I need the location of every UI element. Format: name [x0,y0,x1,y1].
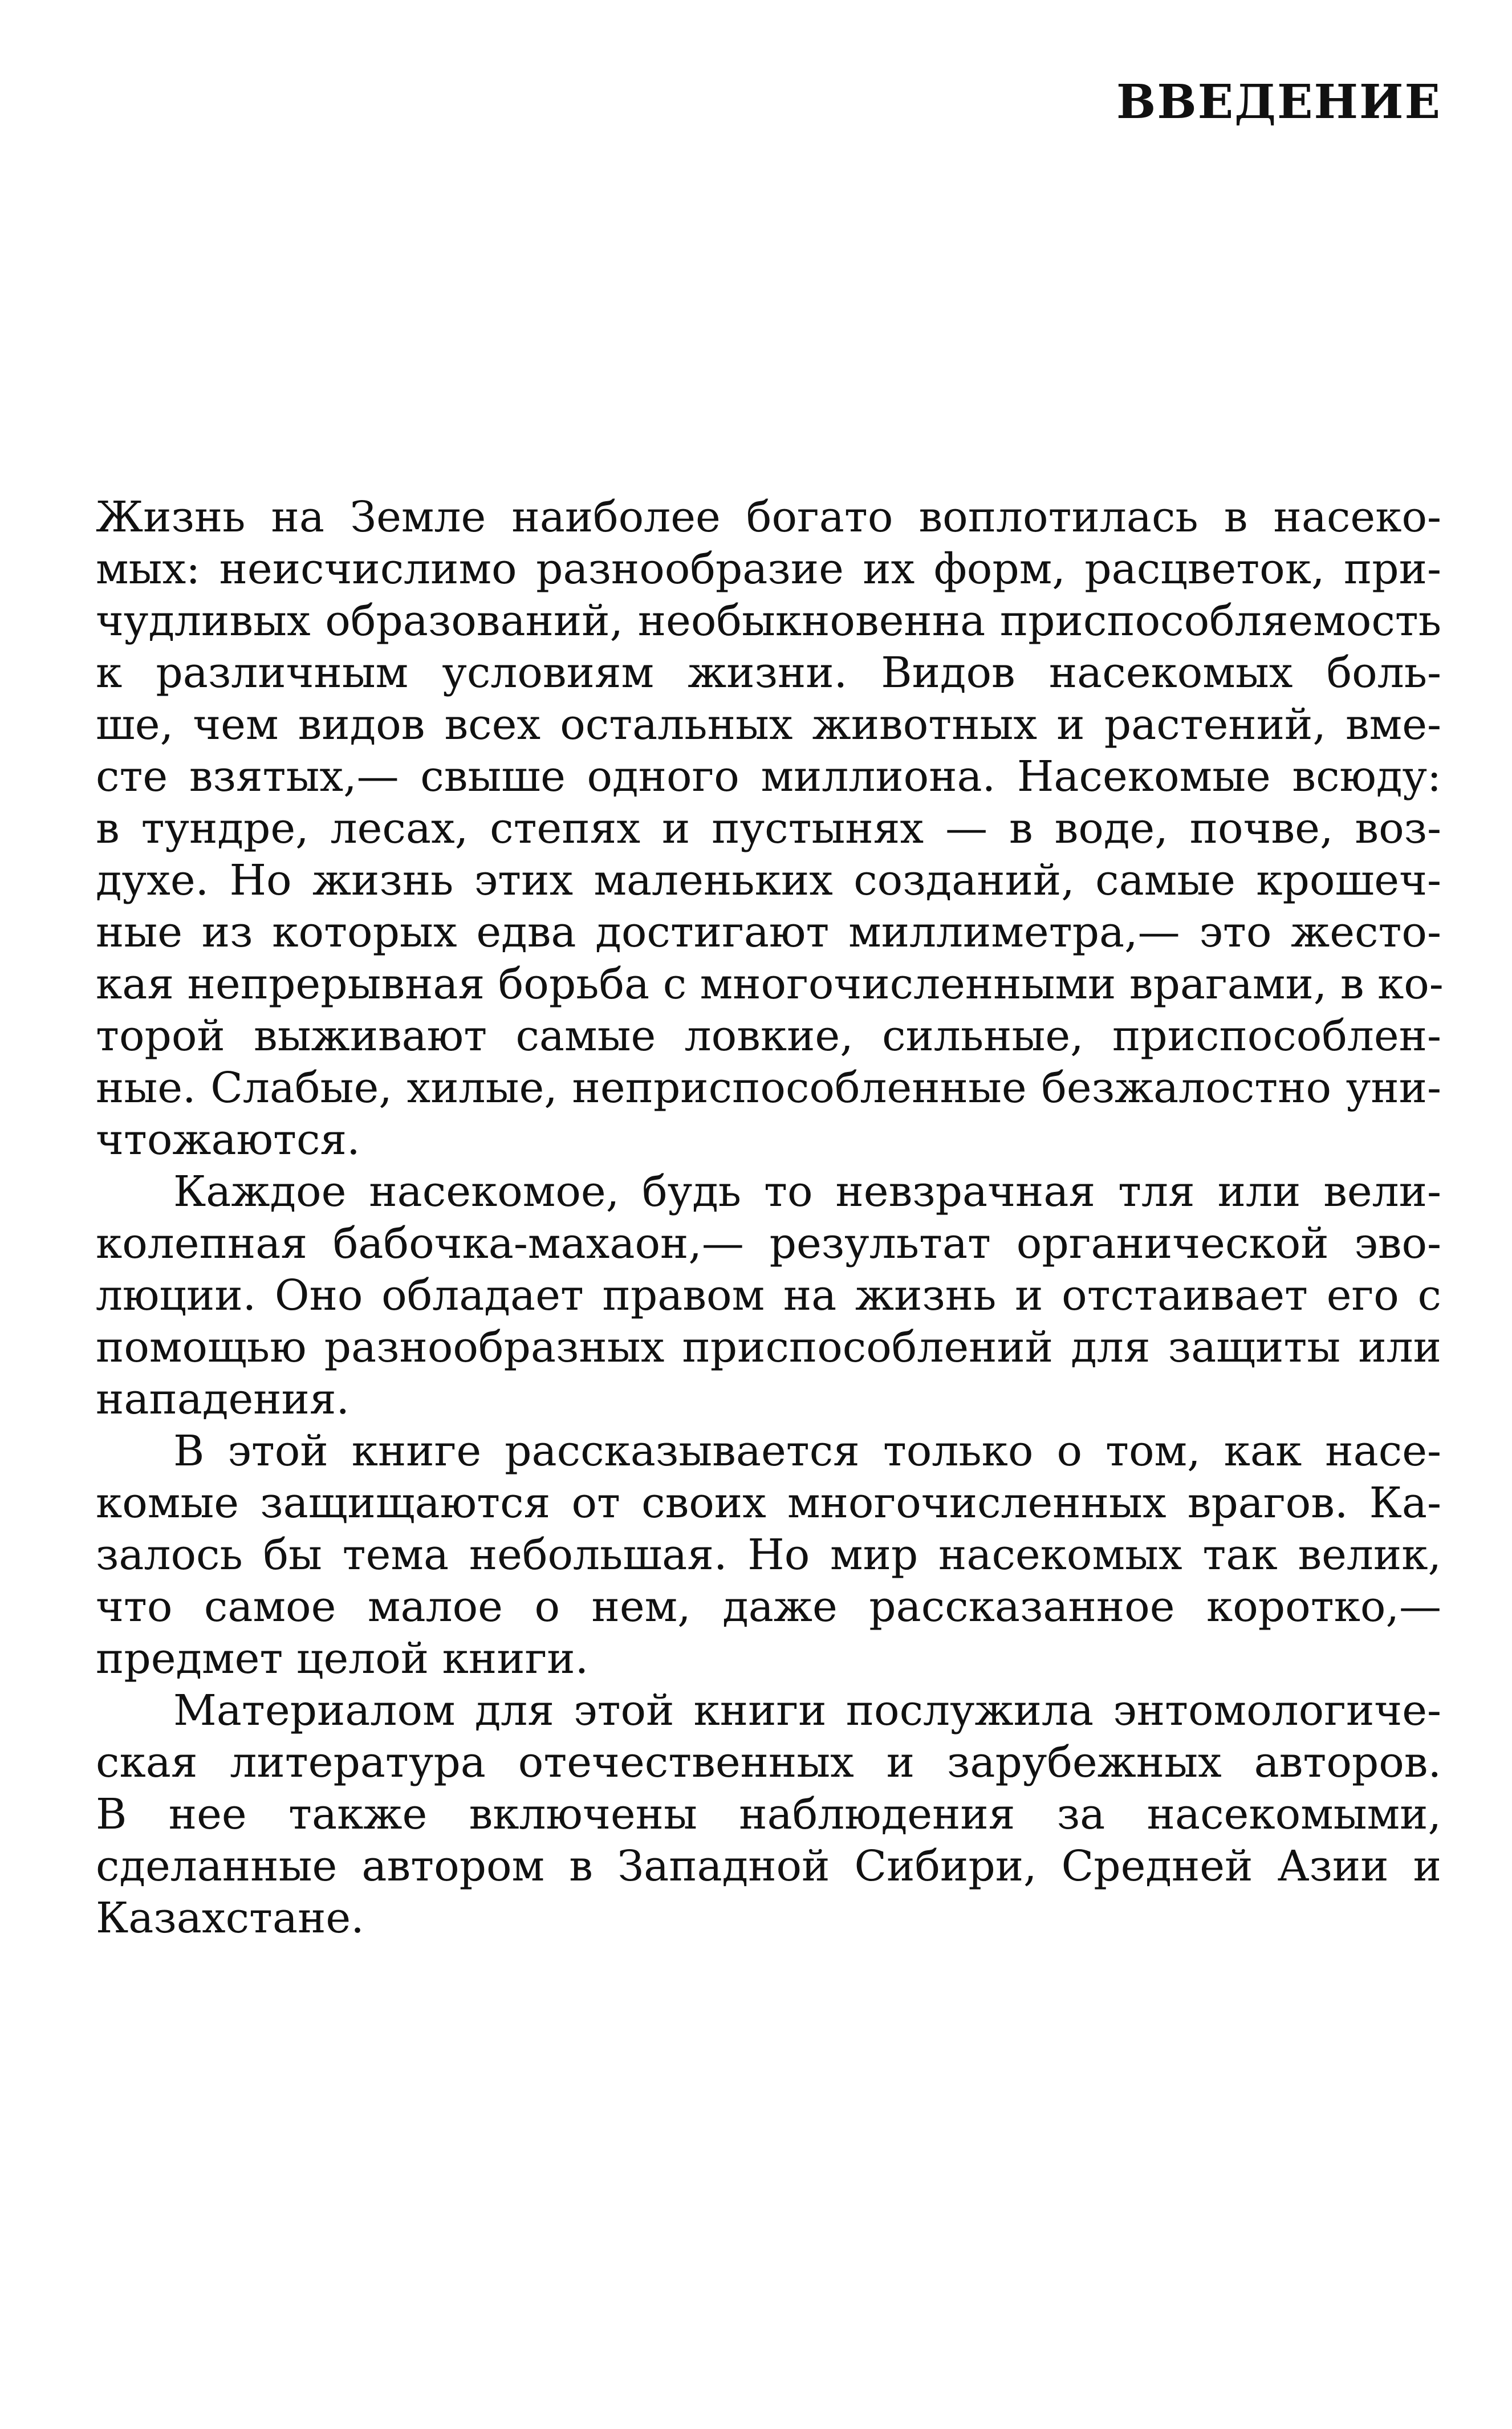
text-line: что самое малое о нем, даже рассказанное коротко,— [96,1582,1441,1631]
text-line: ные. Слабые, хилые, неприспособленные безжалостно уни- [96,1063,1441,1112]
text-line: Жизнь на Земле наиболее богато воплотилась в насеко- [96,493,1441,542]
text-line: нападения. [96,1375,350,1424]
text-line: Казахстане. [96,1894,364,1943]
text-line: ская литература отечественных и зарубежных авторов. [96,1738,1441,1787]
text-line: ше, чем видов всех остальных животных и растений, вме- [96,700,1441,749]
text-line: к различным условиям жизни. Видов насекомых боль- [96,648,1441,697]
text-line: помощью разнообразных приспособлений для защиты или [96,1323,1441,1372]
text-line: сделанные автором в Западной Сибири, Средней Азии и [96,1842,1441,1891]
text-line: в тундре, лесах, степях и пустынях — в воде, почве, воз- [96,804,1441,853]
text-line: кая непрерывная борьба с многочисленными врагами, в ко- [96,960,1444,1009]
text-line: Материалом для этой книги послужила энтомологиче- [173,1686,1441,1735]
text-line: духе. Но жизнь этих маленьких созданий, самые крошеч- [96,856,1441,905]
text-line: В нее также включены наблюдения за насекомыми, [96,1790,1441,1839]
text-line: торой выживают самые ловкие, сильные, приспособлен- [96,1012,1441,1061]
text-line: В этой книге рассказывается только о том, как насе- [173,1427,1441,1476]
body-text [96,492,1444,1944]
text-line: ные из которых едва достигают миллиметра,— это жесто- [96,908,1441,957]
text-line: чтожаются. [96,1115,360,1164]
text-line: сте взятых,— свыше одного миллиона. Насекомые всюду: [96,752,1441,801]
text-line: залось бы тема небольшая. Но мир насекомых так велик, [96,1530,1441,1579]
text-line: Каждое насекомое, будь то невзрачная тля или вели- [173,1167,1441,1216]
text-line: колепная бабочка-махаон,— результат органической эво- [96,1219,1441,1268]
chapter-heading: ВВЕДЕНИЕ [1116,75,1441,129]
text-line: предмет целой книги. [96,1634,589,1683]
text-line: мых: неисчислимо разнообразие их форм, расцветок, при- [96,545,1441,594]
text-line: комые защищаются от своих многочисленных врагов. Ка- [96,1478,1441,1528]
text-line: чудливых образований, необыкновенна приспособляемость [96,596,1441,645]
text-line: люции. Оно обладает правом на жизнь и отстаивает его с [96,1271,1441,1320]
